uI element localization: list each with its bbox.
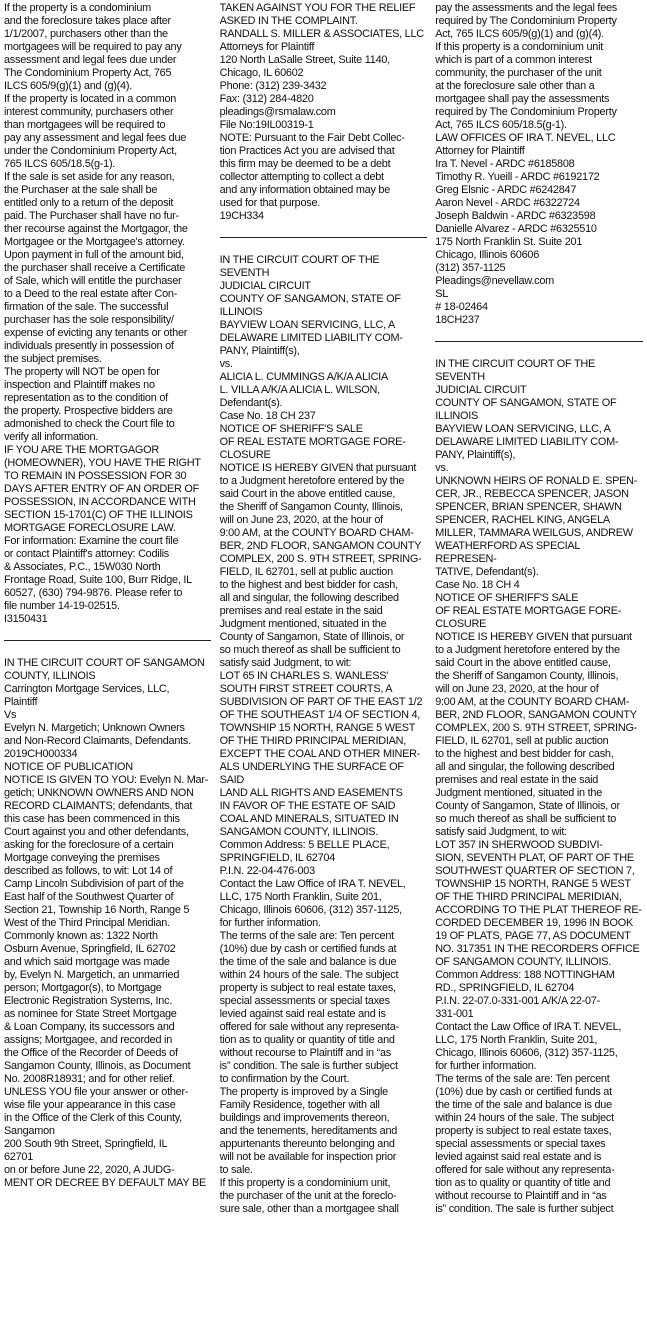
notice-text-block: IN THE CIRCUIT COURT OF THE SEVENTH JUDICIAL CIRCUIT COUNTY OF SANGAMON, STATE OF ILLINOIS BAYVIEW LOAN SERVICING, LLC, A DELAWARE LIMITED LIABILITY COM- PANY, Plaintiff(s), vs. UNKNOWN HEIRS OF RONALD E. SPEN- CER, JR., REBECCA SPENCER, JASON SPENCER, BRIAN SPENCER, SHAWN SPENCER, RACHEL KING, ANGELA MILLER, TAMMARA WEILGUS, ANDREW WEATHERFORD AS SPECIAL REPRESEN- TATIVE, Defendant(s). Case No. 18 CH 4 NOTICE OF SHERIFF'S SALE OF REAL ESTATE MORTGAGE FORE- CLOSURE NOTICE IS HEREBY GIVEN that pursuant to a Judgment heretofore entered by the said Court in the above entitled cause, the Sheriff of Sangamon County, Illinois, will on June 23, 2020, at the hour of 9:00 AM, at the COUNTY BOARD CHAM- BER, 2ND FLOOR, SANGAMON COUNTY COMPLEX, 200 S. 9TH STREET, SPRING- FIELD, IL 62701, sell at public auction to the highest and best bidder for cash, all and singular, the following described premises and real estate in the said Judgment mentioned, situated in the County of Sangamon, State of Illinois, or so much thereof as shall be sufficient to satisfy said Judgment, to wit: LOT 357 IN SHERWOOD SUBDIVI- SION, SEVENTH PLAT, OF PART OF THE SOUTHWEST QUARTER OF SECTION 7, TOWNSHIP 15 NORTH, RANGE 5 WEST OF THE THIRD PRINCIPAL MERIDIAN, ACCORDING TO THE PLAT THEREOF RE- CORDED DECEMBER 19, 1996 IN BOOK 19 OF PLATS, PAGE 77, AS DOCUMENT NO. 317351 IN THE RECORDERS OFFICE OF SANGAMON COUNTY, ILLINOIS. Common Address: 188 NOTTINGHAM RD., SPRINGFIELD, IL 62704 P.I.N. 22-07.0-331-001 A/K/A 22-07- 331-001 Contact the Law Office of IRA T. NEVEL, LLC, 175 North Franklin, Suite 201, Chicago, Illinois 60606, (312) 357-1125, for further information. The terms of the sale are: Ten percent (10%) due by cash or certified funds at the time of the sale and balance is due within 24 hours of the sale. The subject property is subject to real estate taxes, special assessments or special taxes levied against said real estate and is offered for sale without any representa- tion as to quality or quantity of title and without recourse to Plaintiff and in “as is” condition. The sale is further subject [435, 358, 642, 1215]
notice-text-block: If the property is a condominium and the foreclosure takes place after 1/1/2007, purchasers other than the mortgagees will be required to pay any assessment and legal fees due under The Condominium Property Act, 765 ILCS 605/9(g)(1) and (g)(4). If the property is located in a common interest community, purchasers other than mortgagees will be required to pay any assessment and legal fees due under the Condominium Property Act, 765 ILCS 605/18.5(g-1). If the sale is set aside for any reason, the Purchaser at the sale shall be entitled only to a return of the deposit paid. The Purchaser shall have no fur- ther recourse against the Mortgagor, the Mortgagee or the Mortgagee's attorney. Upon payment in full of the amount bid, the purchaser shall receive a Certificate of Sale, which will entitle the purchaser to a Deed to the real estate after Con- firmation of the sale. The successful purchaser has the sole responsibility/ expense of evicting any tenants or other individuals presently in possession of the subject premises. The property will NOT be open for inspection and Plaintiff makes no representation as to the condition of the property. Prospective bidders are admonished to check the Court file to verify all information. IF YOU ARE THE MORTGAGOR (HOMEOWNER), YOU HAVE THE RIGHT TO REMAIN IN POSSESSION FOR 30 DAYS AFTER ENTRY OF AN ORDER OF POSSESSION, IN ACCORDANCE WITH SECTION 15-1701(C) OF THE ILLINOIS MORTGAGE FORECLOSURE LAW. For information: Examine the court file or contact Plaintiff's attorney: Codilis & Associates, P.C., 15W030 North Frontage Road, Suite 100, Burr Ridge, IL 60527, (630) 794-9876. Please refer to file number 14-19-02515. I3150431 [4, 2, 201, 625]
column-3 [431, 0, 647, 1327]
notice-text-block: TAKEN AGAINST YOU FOR THE RELIEF ASKED IN THE COMPLAINT. RANDALL S. MILLER & ASSOCIATES, LLC Attorneys for Plaintiff 120 North LaSalle Street, Suite 1140, Chicago, IL 60602 Phone: (312) 239-3432 Fax: (312) 284-4820 pleadings@rsmalaw.com File No:19IL00319-1 NOTE: Pursuant to the Fair Debt Collec- tion Practices Act you are advised that this firm may be deemed to be a debt collector attempting to collect a debt and any information obtained may be used for that purpose. 19CH334 [219, 2, 424, 222]
notice-text-block: pay the assessments and the legal fees required by The Condominium Property Act, 765 ILCS 605/9(g)(1) and (g)(4). If this property is a condominium unit which is part of a common interest community, the purchaser of the unit at the foreclosure sale other than a mortgagee shall pay the assessments required by The Condominium Property Act, 765 ILCS 605/18.5(g-1). LAW OFFICES OF IRA T. NEVEL, LLC Attorney for Plaintiff Ira T. Nevel - ARDC #6185808 Timothy R. Yueill - ARDC #6192172 Greg Elsnic - ARDC #6242847 Aaron Nevel - ARDC #6322724 Joseph Baldwin - ARDC #6323598 Danielle Alvarez - ARDC #6325510 175 North Franklin St. Suite 201 Chicago, Illinois 60606 (312) 357-1125 Pleadings@nevellaw.com SL # 18-02464 18CH237 [435, 2, 617, 326]
notice-divider [4, 640, 211, 641]
notice-text-block: IN THE CIRCUIT COURT OF SANGAMON COUNTY, ILLINOIS Carrington Mortgage Services, LLC, Plaintiff Vs Evelyn N. Margetich; Unknown Owners and Non-Record Claimants, Defendants. 2019CH000334 NOTICE OF PUBLICATION NOTICE IS GIVEN TO YOU: Evelyn N. Mar- getich; UNKNOWN OWNERS AND NON RECORD CLAIMANTS; defendants, that this case has been commenced in this Court against you and other defendants, asking for the foreclosure of a certain Mortgage conveying the premises described as follows, to wit: Lot 14 of Camp Lincoln Subdivision of part of the East half of the Southwest Quarter of Section 21, Township 16 North, Range 5 West of the Third Principal Meridian. Commonly known as: 1322 North Osburn Avenue, Springfield, IL 62702 and which said mortgage was made by, Evelyn N. Margetich, an unmarried person; Mortgagor(s), to Mortgage Electronic Registration Systems, Inc. as nominee for State Street Mortgage & Loan Company, its successors and assigns; Mortgagee, and recorded in the Office of the Recorder of Deeds of Sangamon County, Illinois, as Document No. 2008R18931; and for other relief. UNLESS YOU file your answer or other- wise file your appearance in this case in the Office of the Clerk of this County, Sangamon 200 South 9th Street, Springfield, IL 62701 on or before June 22, 2020, A JUDG- MENT OR DECREE BY DEFAULT MAY BE [4, 657, 209, 1189]
notice-text-block: IN THE CIRCUIT COURT OF THE SEVENTH JUDICIAL CIRCUIT COUNTY OF SANGAMON, STATE OF ILLINOIS BAYVIEW LOAN SERVICING, LLC, A DELAWARE LIMITED LIABILITY COM- PANY, Plaintiff(s), vs. ALICIA L. CUMMINGS A/K/A ALICIA L. VILLA A/K/A ALICIA L. WILSON, Defendant(s). Case No. 18 CH 237 NOTICE OF SHERIFF'S SALE OF REAL ESTATE MORTGAGE FORE- CLOSURE NOTICE IS HEREBY GIVEN that pursuant to a Judgment heretofore entered by the said Court in the above entitled cause, the Sheriff of Sangamon County, Illinois, will on June 23, 2020, at the hour of 9:00 AM, at the COUNTY BOARD CHAM- BER, 2ND FLOOR, SANGAMON COUNTY COMPLEX, 200 S. 9TH STREET, SPRING- FIELD, IL 62701, sell at public auction to the highest and best bidder for cash, all and singular, the following described premises and real estate in the said Judgment mentioned, situated in the County of Sangamon, State of Illinois, or so much thereof as shall be sufficient to satisfy said Judgment, to wit: LOT 65 IN CHARLES S. WANLESS' SOUTH FIRST STREET COURTS, A SUBDIVISION OF PART OF THE EAST 1/2 OF THE SOUTHEAST 1/4 OF SECTION 4, TOWNSHIP 15 NORTH, RANGE 5 WEST OF THE THIRD PRINCIPAL MERIDIAN, EXCEPT THE COAL AND OTHER MINER- ALS UNDERLYING THE SURFACE OF SAID LAND ALL RIGHTS AND EASEMENTS IN FAVOR OF THE ESTATE OF SAID COAL AND MINERALS, SITUATED IN SANGAMON COUNTY, ILLINOIS. Common Address: 5 BELLE PLACE, SPRINGFIELD, IL 62704 P.I.N. 22-04-476-003 Contact the Law Office of IRA T. NEVEL, LLC, 175 North Franklin, Suite 201, Chicago, Illinois 60606, (312) 357-1125, for further information. The terms of the sale are: Ten percent (10%) due by cash or certified funds at the time of the sale and balance is due within 24 hours of the sale. The subject property is subject to real estate taxes, special assessments or special taxes levied against said real estate and is offered for sale without any representa- tion as to quality or quantity of title and without recourse to Plaintiff and in “as is” condition. The sale is further subject to confirmation by the Court. The property is improved by a Single Family Residence, together with all buildings and improvements thereon, and the tenements, hereditaments and appurtenants thereunto belonging and will not be available for inspection prior to sale. If this property is a condominium unit, the purchaser of the unit at the foreclo- sure sale, other than a mortgagee shall [219, 254, 423, 1215]
column-1 [0, 0, 216, 1327]
notice-divider [220, 237, 428, 238]
column-2 [216, 0, 432, 1327]
notice-divider [435, 341, 643, 342]
